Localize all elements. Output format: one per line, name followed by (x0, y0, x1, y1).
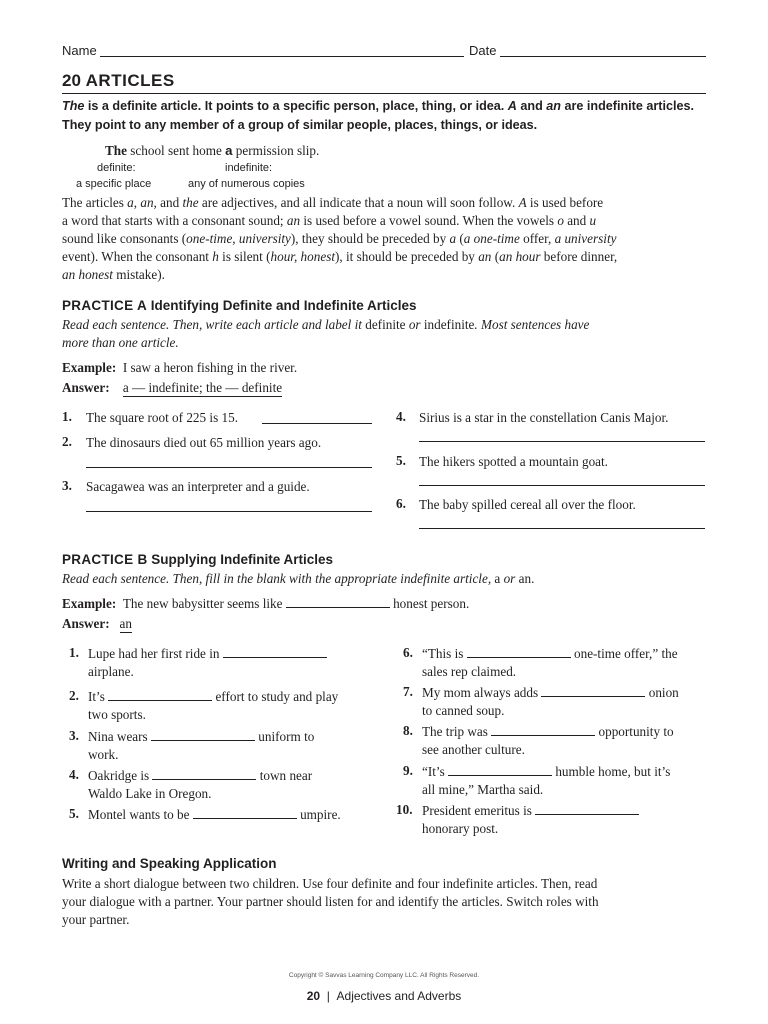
item-number: 4. (69, 767, 79, 782)
item-number: 2. (62, 434, 72, 449)
practice-a-item-4: Sirius is a star in the constellation Canis Major. (419, 410, 669, 425)
practice-a-heading: PRACTICE A Identifying Definite and Indefinite Articles (62, 298, 417, 313)
footer-separator: | (326, 989, 330, 1003)
answer-line-3[interactable] (86, 510, 372, 512)
practice-b-heading: PRACTICE B Supplying Indefinite Articles (62, 552, 334, 567)
practice-a-answer: Answer: a — indefinite; the — definite (62, 380, 283, 395)
name-field[interactable] (100, 55, 464, 57)
date-field[interactable] (500, 55, 706, 57)
indefinite-label: indefinite: (225, 162, 273, 174)
practice-a-item-1: The square root of 225 is 15. (86, 410, 238, 425)
fill-blank-6[interactable] (467, 646, 571, 658)
practice-a-item-5: The hikers spotted a mountain goat. (419, 454, 608, 469)
item-number: 5. (396, 453, 406, 468)
practice-b-instructions: Read each sentence. Then, fill in the blank with the appropriate indefinite article, a or an. (62, 571, 535, 586)
definite-label: definite: (97, 162, 136, 174)
practice-b-item-7: My mom always adds onion to canned soup. (422, 685, 679, 718)
item-number: 9. (403, 763, 413, 778)
writing-instructions: Write a short dialogue between two children. Use four definite and four indefinite articles. Then, read your dialogue with a partner. Your partner should listen for and identify the articles. Switch roles with your partner. (62, 876, 599, 927)
answer-line-1[interactable] (262, 422, 372, 424)
practice-b-item-5: Montel wants to be umpire. (88, 807, 341, 822)
item-number: 5. (69, 806, 79, 821)
practice-a-example: Example: I saw a heron fishing in the river. (62, 360, 298, 375)
practice-b-item-10: President emeritus is honorary post. (422, 802, 722, 838)
answer-line-4[interactable] (419, 440, 705, 442)
fill-blank-10[interactable] (535, 803, 639, 815)
fill-blank-2[interactable] (108, 689, 212, 701)
writing-heading: Writing and Speaking Application (62, 856, 277, 871)
example-blank (286, 596, 390, 608)
item-number: 6. (396, 496, 406, 511)
practice-b-item-2: It’s effort to study and play two sports. (88, 689, 339, 722)
item-number: 1. (69, 645, 79, 660)
practice-b-item-6: “This is one-time offer,” the sales rep claimed. (422, 646, 678, 679)
item-number: 6. (403, 645, 413, 660)
explanation: The articles a, an, and the are adjectives, and all indicate that a noun will soon follow. A is used before a word that starts with a consonant sound; an is used before a vowel sound. When the vowels o and u sound like consonants (one-time, university), they should be preceded by a (a one-time offer, a university event). When the consonant h is silent (hour, honest), it should be preceded by an (an hour before dinner, an honest mistake). (62, 195, 618, 282)
page-footer (0, 989, 768, 1003)
item-number: 8. (403, 723, 413, 738)
answer-line-5[interactable] (419, 484, 705, 486)
intro-definition: The is a definite article. It points to a specific person, place, thing, or idea. A and an are indefinite articles. They point to any member of a group of similar people, places, things, or ideas. (62, 99, 694, 132)
item-number: 7. (403, 684, 413, 699)
item-number: 10. (396, 802, 413, 817)
item-number: 3. (62, 478, 72, 493)
example-sentence: The school sent home a permission slip. (105, 143, 320, 158)
item-number: 4. (396, 409, 406, 424)
practice-b-item-9: “It’s humble home, but it’s all mine,” Martha said. (422, 764, 671, 797)
definite-desc: a specific place (76, 178, 152, 190)
practice-b-item-3: Nina wears uniform to work. (88, 729, 315, 762)
answer-line-2[interactable] (86, 466, 372, 468)
item-number: 3. (69, 728, 79, 743)
practice-b-example: Example: The new babysitter seems like honest person. (62, 596, 470, 611)
indefinite-desc: any of numerous copies (188, 178, 305, 190)
item-number: 2. (69, 688, 79, 703)
page-title (62, 71, 175, 91)
copyright: Copyright © Savvas Learning Company LLC. All Rights Reserved. (288, 972, 480, 979)
practice-b-answer: Answer: an (62, 616, 132, 631)
practice-b-item-1: Lupe had her first ride in airplane. (88, 645, 388, 681)
fill-blank-9[interactable] (448, 764, 552, 776)
practice-b-item-4: Oakridge is town near Waldo Lake in Oregon. (88, 768, 313, 801)
title-rule (62, 93, 706, 94)
fill-blank-7[interactable] (541, 685, 645, 697)
name-label: Name (62, 43, 97, 58)
practice-a-instructions: Read each sentence. Then, write each article and label it definite or indefinite. Most sentences have more than one article. (62, 317, 590, 350)
practice-b-item-8: The trip was opportunity to see another culture. (422, 724, 674, 757)
answer-line-6[interactable] (419, 527, 705, 529)
footer-section: Adjectives and Adverbs (336, 989, 462, 1003)
date-label: Date (469, 43, 497, 58)
fill-blank-4[interactable] (152, 768, 256, 780)
title-number: 20 (62, 71, 81, 90)
practice-a-item-6: The baby spilled cereal all over the floor. (419, 497, 636, 512)
practice-a-item-3: Sacagawea was an interpreter and a guide. (86, 479, 310, 494)
fill-blank-3[interactable] (151, 729, 255, 741)
fill-blank-1[interactable] (223, 646, 327, 658)
fill-blank-5[interactable] (193, 807, 297, 819)
fill-blank-8[interactable] (491, 724, 595, 736)
item-number: 1. (62, 409, 72, 424)
practice-a-item-2: The dinosaurs died out 65 million years ago. (86, 435, 322, 450)
title-text: ARTICLES (85, 71, 175, 90)
page-number: 20 (306, 989, 321, 1003)
